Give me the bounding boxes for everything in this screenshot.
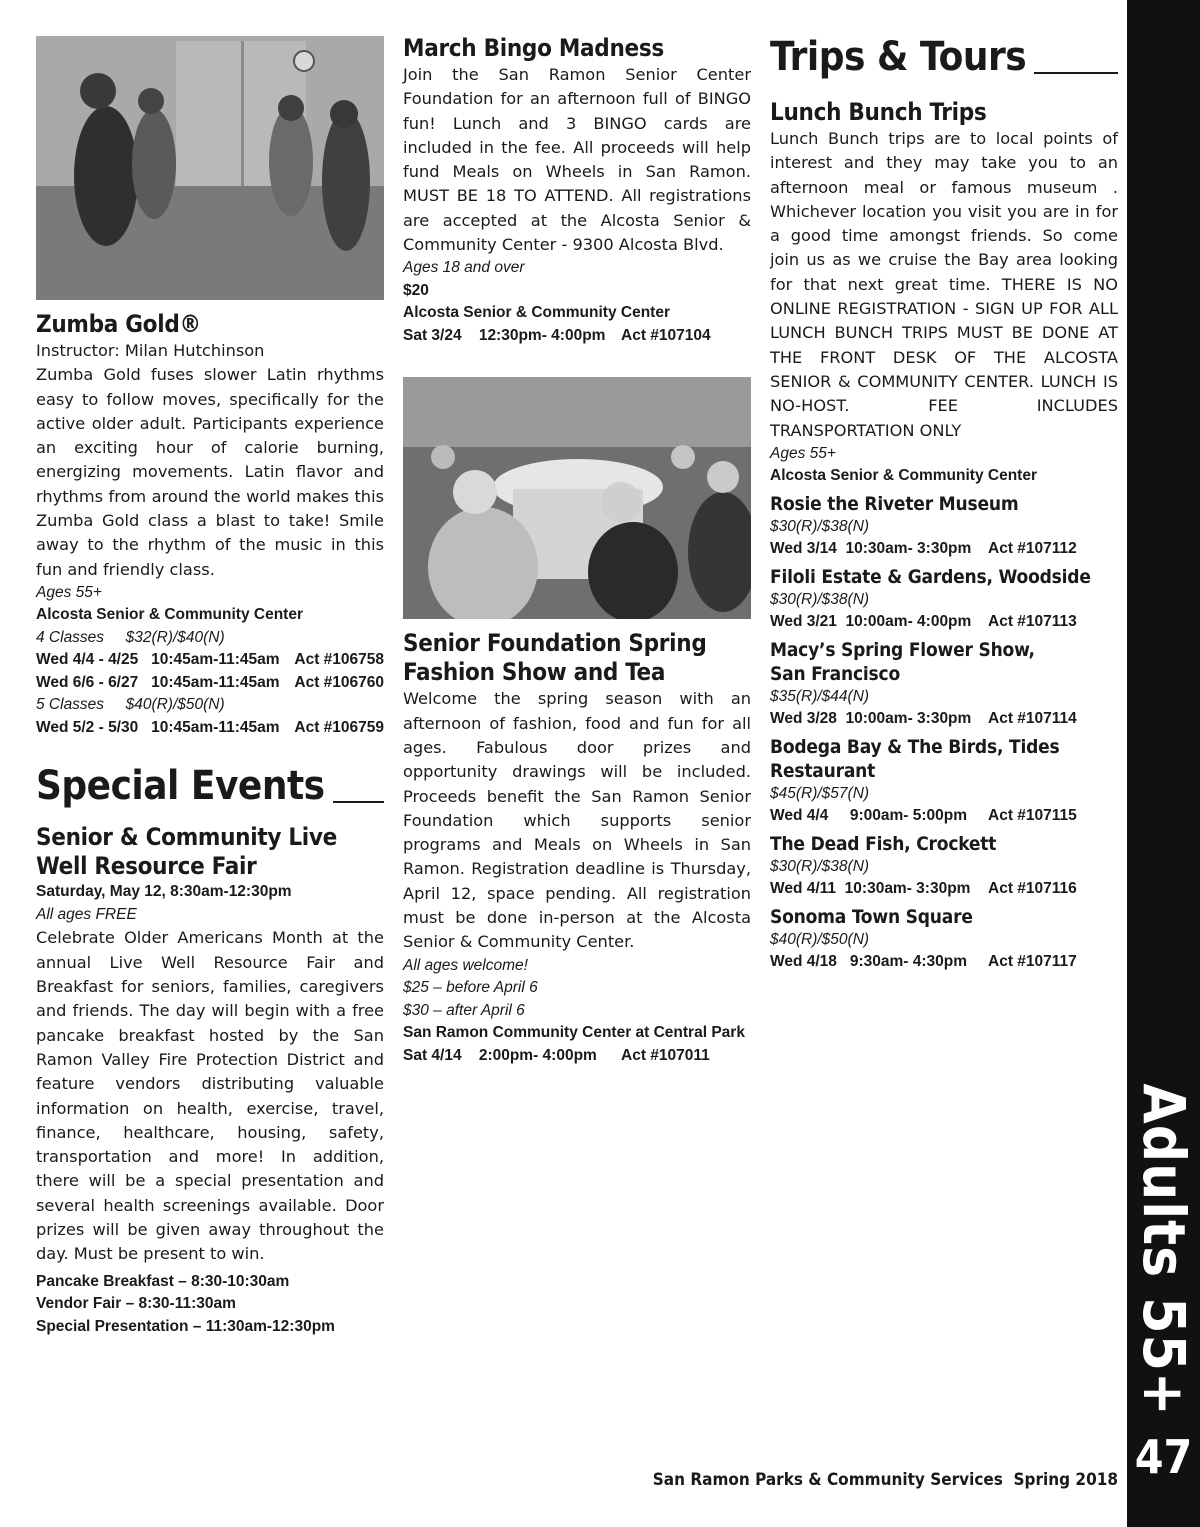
activity-number: Act #107117 xyxy=(988,953,1077,971)
bingo-location: Alcosta Senior & Community Center xyxy=(403,304,670,322)
lunch-bunch-title: Lunch Bunch Trips xyxy=(770,98,987,126)
heading-rule xyxy=(333,801,384,803)
section-title: Special Events xyxy=(36,763,325,810)
fashion-fee-early: $25 – before April 6 xyxy=(403,979,538,997)
trip-fee: $30(R)/$38(N) xyxy=(770,857,870,875)
bingo-ages: Ages 18 and over xyxy=(403,259,525,277)
fashion-description: Welcome the spring season with an afternoon of fashion, food and fun for all ages. Fabulous door prizes and opportunity drawings will be included. Proceeds benefit the San Ramon Senior Foundation which supports senior programs and Meals on Wheels in San Ramon. Registration deadline is Thursday, April 12, space pending. All registration must be done in-person at the Alcosta Senior & Community Center. xyxy=(403,689,751,952)
zumba-ages: Ages 55+ xyxy=(36,583,102,601)
page-footer: San Ramon Parks & Community Services Spring 2018 xyxy=(652,1470,1118,1490)
zumba-schedule-row xyxy=(36,649,384,672)
special-events-heading xyxy=(36,763,384,809)
trip-fee: $35(R)/$44(N) xyxy=(770,687,870,705)
trip-schedule-row xyxy=(770,878,1118,901)
activity-number: Act #107104 xyxy=(621,326,711,344)
fair-time-item: Vendor Fair – 8:30-11:30am xyxy=(36,1295,236,1313)
activity-number: Act #106758 xyxy=(294,651,384,669)
trips-tours-heading xyxy=(770,34,1118,80)
activity-number: Act #107115 xyxy=(988,807,1077,825)
schedule-date: Wed 3/28 10:00am- 3:30pm xyxy=(770,710,972,728)
trip-fee: $30(R)/$38(N) xyxy=(770,517,870,535)
schedule-date: Sat 4/14 2:00pm- 4:00pm xyxy=(403,1046,597,1064)
trip-item xyxy=(770,905,1118,974)
trip-fee: $45(R)/$57(N) xyxy=(770,784,870,802)
schedule-date: Wed 4/18 9:30am- 4:30pm xyxy=(770,953,967,971)
tea-photo-illustration xyxy=(403,377,751,619)
lunch-bunch-location: Alcosta Senior & Community Center xyxy=(770,467,1037,485)
page-number: 47 xyxy=(1134,1430,1193,1484)
fashion-title: Senior Foundation Spring Fashion Show and Tea xyxy=(403,629,707,687)
trip-item xyxy=(770,735,1118,828)
activity-number: Act #107112 xyxy=(988,540,1077,558)
section-title: Trips & Tours xyxy=(770,34,1027,80)
zumba-class-photo xyxy=(36,36,384,300)
trip-title: Bodega Bay & The Birds, Tides Restaurant xyxy=(770,735,1060,782)
schedule-date: Wed 4/4 9:00am- 5:00pm xyxy=(770,807,967,825)
trip-title: Rosie the Riveter Museum xyxy=(770,492,1019,515)
fair-time-item: Pancake Breakfast – 8:30-10:30am xyxy=(36,1272,290,1290)
schedule-date: Wed 3/14 10:30am- 3:30pm xyxy=(770,540,972,558)
trip-schedule-row xyxy=(770,538,1118,561)
trip-schedule-row xyxy=(770,805,1118,828)
bingo-fee: $20 xyxy=(403,281,429,299)
zumba-instructor: Instructor: Milan Hutchinson xyxy=(36,341,265,360)
trip-schedule-row xyxy=(770,708,1118,731)
heading-rule xyxy=(1034,72,1118,74)
schedule-date: Sat 3/24 12:30pm- 4:00pm xyxy=(403,326,606,344)
fair-ages: All ages FREE xyxy=(36,905,137,923)
schedule-date: Wed 3/21 10:00am- 4:00pm xyxy=(770,613,972,631)
column-left xyxy=(36,36,384,1338)
zumba-title: Zumba Gold® xyxy=(36,310,201,338)
trip-schedule-row xyxy=(770,951,1118,974)
lunch-bunch-ages: Ages 55+ xyxy=(770,444,836,462)
trip-item xyxy=(770,492,1118,561)
trip-item xyxy=(770,832,1118,901)
fashion-fee-late: $30 – after April 6 xyxy=(403,1001,525,1019)
trip-title: Filoli Estate & Gardens, Woodside xyxy=(770,565,1091,588)
fair-date: Saturday, May 12, 8:30am-12:30pm xyxy=(36,883,292,901)
trip-item xyxy=(770,638,1118,731)
fair-description: Celebrate Older Americans Month at the annual Live Well Resource Fair and Breakfast for seniors, families, caregivers and friends. The day will begin with a free pancake breakfast hosted by the San Ramon Valley Fire Protection District and feature vendors distributing valuable information on health, exercise, travel, finance, healthcare, housing, safety, transportation and more! In addition, there will be a special presentation and several health screenings available. Door prizes will be given away throughout the day. Must be present to win. xyxy=(36,928,384,1264)
fair-time-item: Special Presentation – 11:30am-12:30pm xyxy=(36,1317,335,1335)
zumba-photo-illustration xyxy=(36,36,384,300)
trip-title: Macy’s Spring Flower Show, San Francisco xyxy=(770,638,1035,685)
activity-number: Act #107114 xyxy=(988,710,1077,728)
fair-title: Senior & Community Live Well Resource Fair xyxy=(36,823,338,881)
schedule-date: Wed 4/4 - 4/25 10:45am-11:45am xyxy=(36,651,280,669)
column-middle xyxy=(403,34,751,1067)
activity-number: Act #107011 xyxy=(621,1046,710,1064)
lunch-bunch-description: Lunch Bunch trips are to local points of interest and they may take you to an afternoon meal or famous museum . Whichever location you visit you are in for a good time amongst friends. So come join us as we cruise the Bay area looking for that next great time. THERE IS NO ONLINE REGISTRATION - SIGN UP FOR ALL LUNCH BUNCH TRIPS MUST BE DONE AT THE FRONT DESK OF THE ALCOSTA SENIOR & COMMUNITY CENTER. LUNCH IS NO-HOST. FEE INCLUDES TRANSPORTATION ONLY xyxy=(770,129,1118,440)
side-tab-label: Adults 55+ xyxy=(1129,1083,1198,1417)
trip-title: Sonoma Town Square xyxy=(770,905,973,928)
zumba-fee-group-2: 5 Classes $40(R)/$50(N) xyxy=(36,696,225,714)
activity-number: Act #106759 xyxy=(294,718,384,736)
fashion-location: San Ramon Community Center at Central Park xyxy=(403,1024,745,1042)
bingo-description: Join the San Ramon Senior Center Foundation for an afternoon full of BINGO fun! Lunch and 3 BINGO cards are included in the fee. All proceeds will help fund Meals on Wheels in San Ramon. MUST BE 18 TO ATTEND. All registrations are accepted at the Alcosta Senior & Community Center - 9300 Alcosta Blvd. xyxy=(403,65,751,255)
zumba-location: Alcosta Senior & Community Center xyxy=(36,606,303,624)
trip-title: The Dead Fish, Crockett xyxy=(770,832,997,855)
activity-number: Act #107113 xyxy=(988,613,1077,631)
trip-fee: $30(R)/$38(N) xyxy=(770,590,870,608)
schedule-date: Wed 4/11 10:30am- 3:30pm xyxy=(770,880,971,898)
bingo-schedule-row xyxy=(403,325,751,348)
zumba-fee-group-1: 4 Classes $32(R)/$40(N) xyxy=(36,628,225,646)
fashion-ages: All ages welcome! xyxy=(403,956,528,974)
side-tab xyxy=(1127,0,1200,1527)
trip-schedule-row xyxy=(770,611,1118,634)
fashion-tea-photo xyxy=(403,377,751,619)
schedule-date: Wed 6/6 - 6/27 10:45am-11:45am xyxy=(36,673,280,691)
column-right xyxy=(770,34,1118,974)
trip-item xyxy=(770,565,1118,634)
activity-number: Act #106760 xyxy=(294,673,384,691)
schedule-date: Wed 5/2 - 5/30 10:45am-11:45am xyxy=(36,718,280,736)
fashion-schedule-row xyxy=(403,1045,751,1068)
zumba-schedule-row xyxy=(36,717,384,740)
zumba-description: Zumba Gold fuses slower Latin rhythms easy to follow moves, specifically for the active older adult. Participants experience an exciting hour of calorie burning, energizing movements. Latin flavor and rhythms from around the world makes this Zumba Gold class a blast to take! Smile away to the rhythm of the music in this fun and friendly class. xyxy=(36,365,384,579)
zumba-schedule-row xyxy=(36,672,384,695)
bingo-title: March Bingo Madness xyxy=(403,34,664,62)
trip-fee: $40(R)/$50(N) xyxy=(770,930,870,948)
activity-number: Act #107116 xyxy=(988,880,1077,898)
